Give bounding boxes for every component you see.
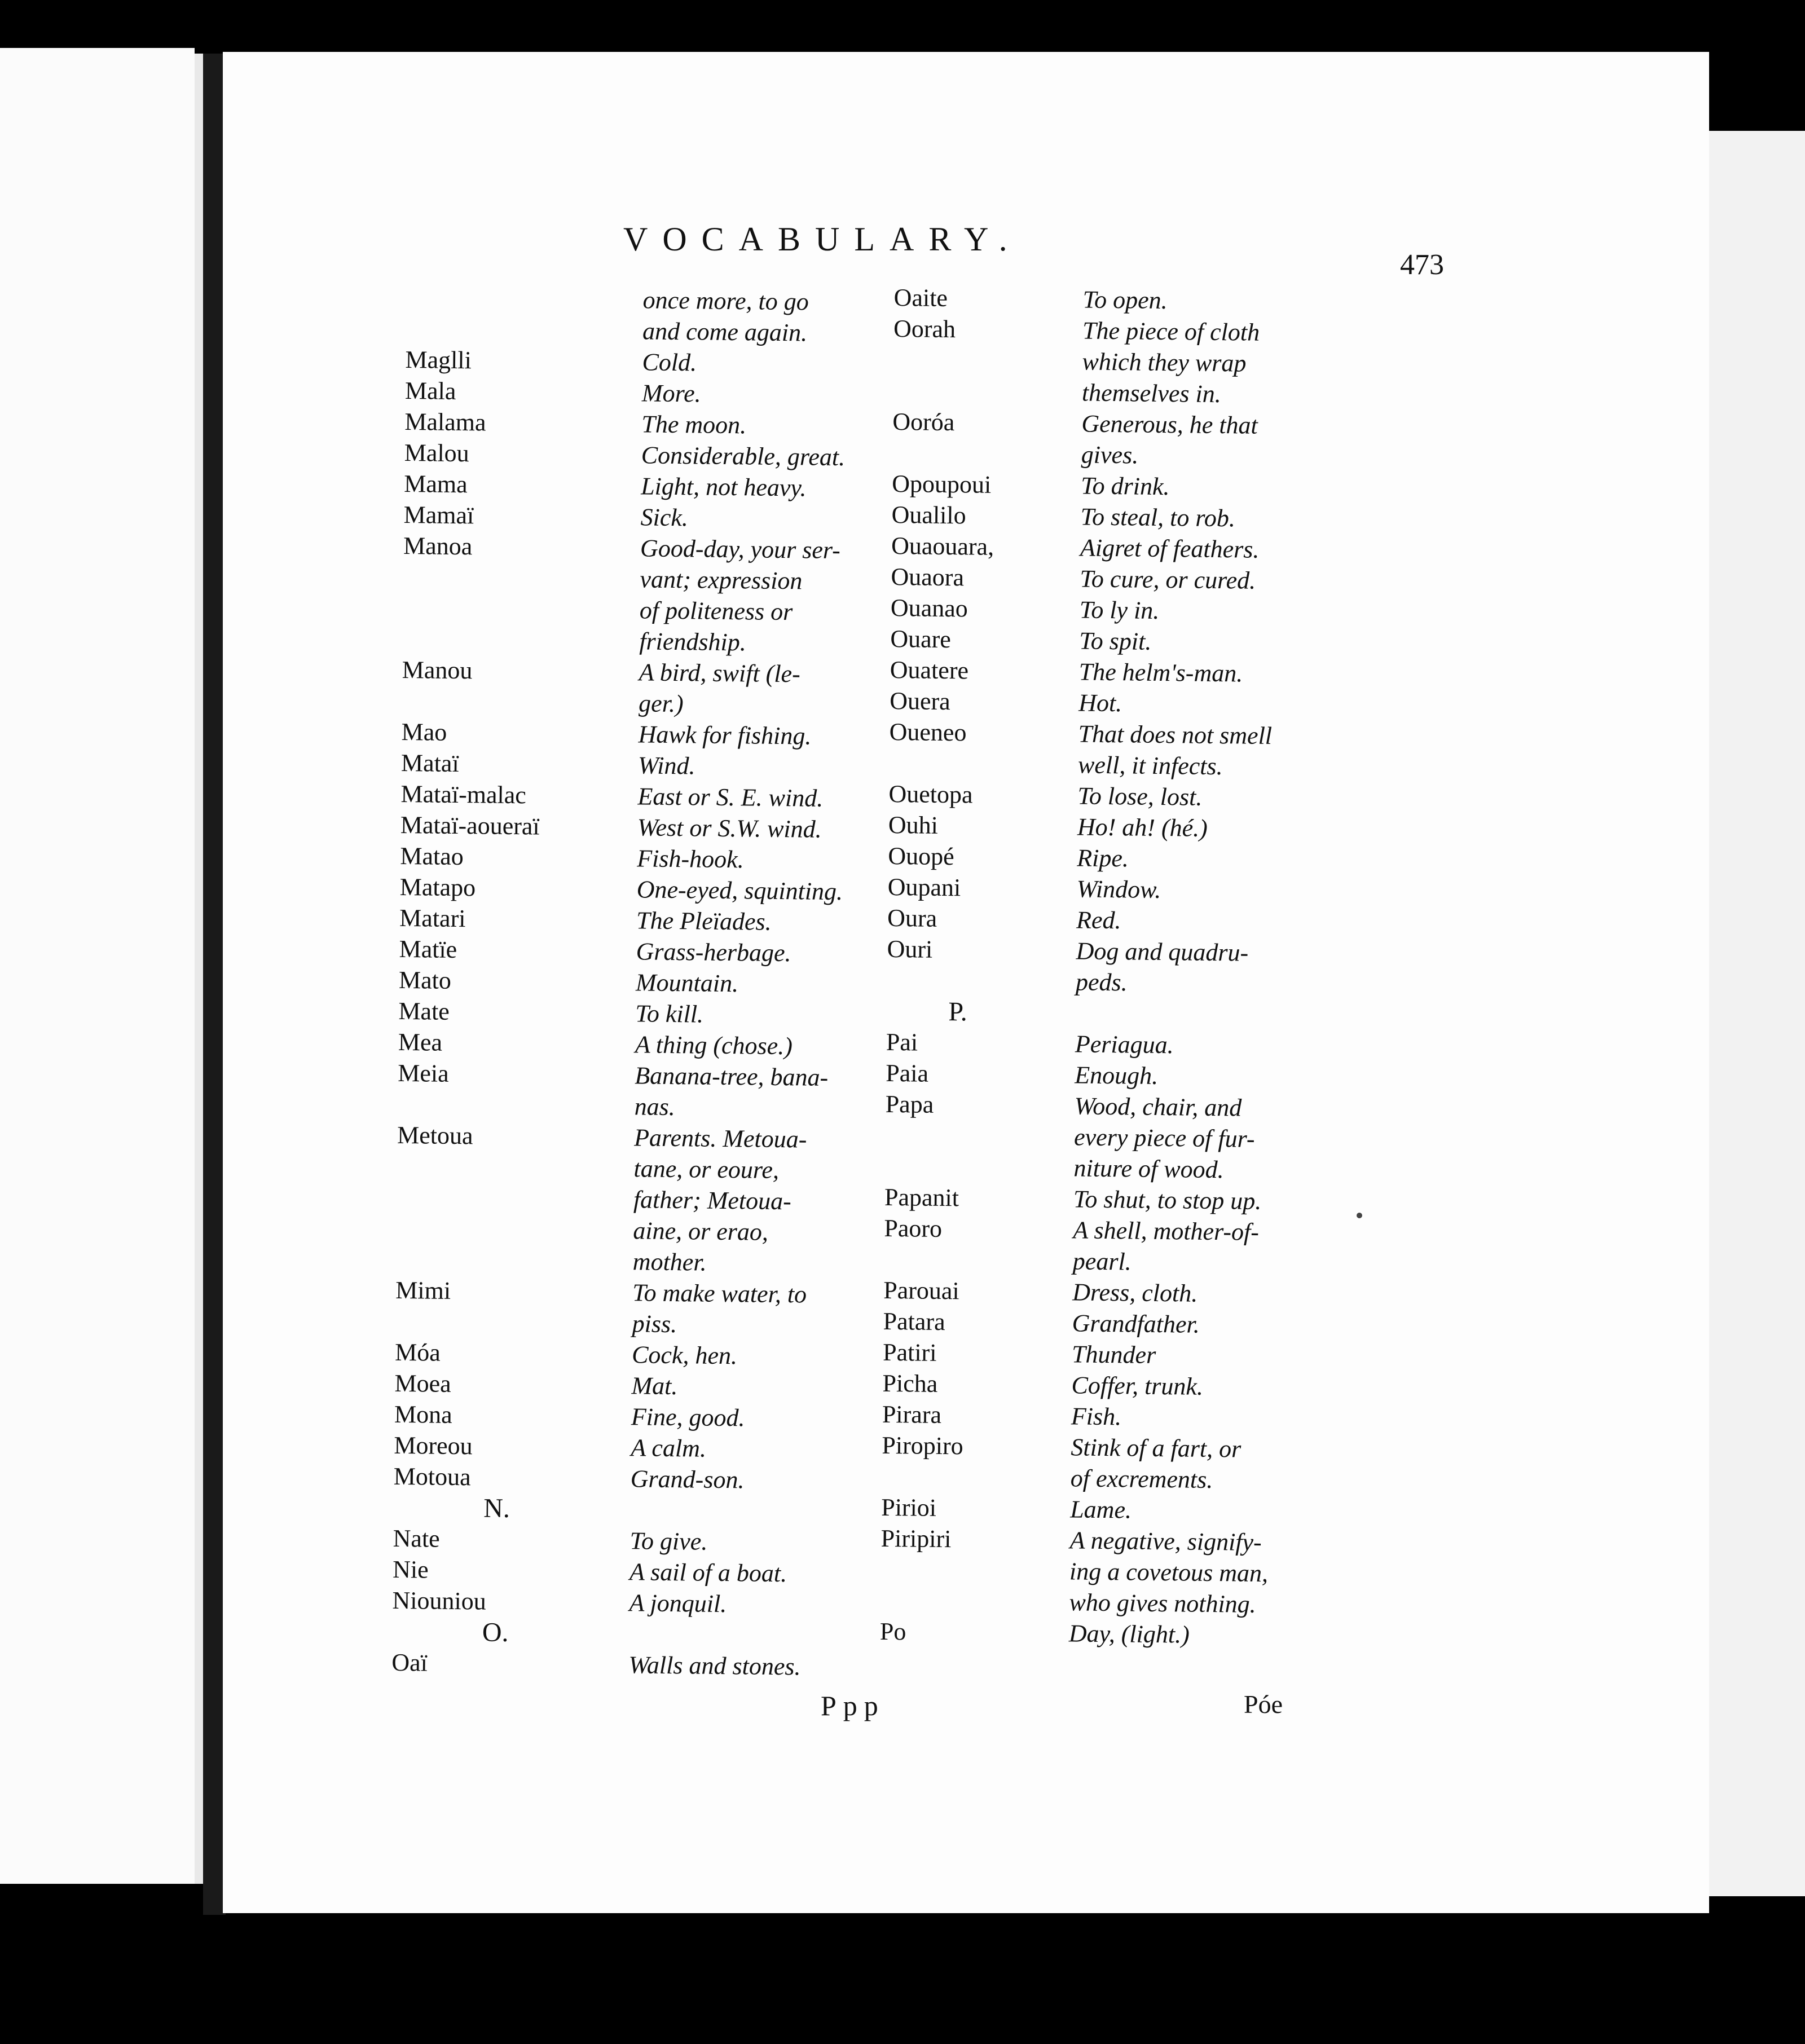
- gloss-line: Grass-herbage.: [636, 937, 791, 967]
- vocabulary-entry: [887, 933, 1643, 1003]
- headword: Oaï: [391, 1648, 428, 1677]
- headword: Matao: [400, 842, 464, 871]
- gloss-line: A bird, swift (le-: [639, 658, 801, 688]
- gloss-line: To open.: [1082, 285, 1168, 315]
- gloss-line: mother.: [632, 1248, 707, 1276]
- headword: Oualilo: [891, 500, 966, 530]
- gloss-line: Thunder: [1071, 1340, 1156, 1369]
- gloss-line: of politeness or: [639, 596, 793, 626]
- gloss-line: Ripe.: [1077, 844, 1129, 873]
- gloss: [1081, 408, 1649, 476]
- gloss-line: and come again.: [642, 317, 808, 347]
- gloss-line: To spit.: [1079, 627, 1152, 655]
- gloss: [1069, 1525, 1637, 1624]
- gloss-line: which they wrap: [1082, 347, 1247, 377]
- headword: Mimi: [395, 1276, 451, 1305]
- headword: Papa: [885, 1090, 934, 1118]
- headword: Oupani: [887, 873, 961, 902]
- headword: Matïe: [399, 935, 457, 964]
- headword: Matari: [399, 904, 466, 933]
- headword: Patara: [883, 1307, 945, 1336]
- headword: Mea: [398, 1028, 443, 1056]
- vocabulary-entry: [882, 1430, 1638, 1500]
- headword: Patiri: [882, 1338, 937, 1367]
- gloss-line: Wind.: [637, 751, 695, 780]
- gloss-line: To kill.: [635, 999, 704, 1028]
- headword: Ouera: [889, 686, 950, 716]
- gloss-line: aine, or erao,: [633, 1217, 769, 1246]
- gloss-line: Aigret of feathers.: [1080, 534, 1260, 563]
- gloss-line: Day, (light.): [1068, 1619, 1190, 1649]
- headword: Mama: [403, 469, 468, 499]
- gloss-line: Hot.: [1078, 689, 1122, 717]
- gloss-line: To give.: [629, 1527, 708, 1556]
- vocabulary-entry: [880, 1523, 1637, 1624]
- gutter-shadow: [203, 54, 226, 1915]
- gloss: [1076, 935, 1643, 1003]
- gloss-line: Dress, cloth.: [1072, 1278, 1198, 1307]
- gloss-line: The Pleïades.: [636, 906, 772, 936]
- gloss-line: Grandfather.: [1072, 1309, 1200, 1338]
- headword: Mato: [398, 966, 452, 994]
- gloss-line: who gives nothing.: [1069, 1588, 1256, 1618]
- gloss: [1082, 315, 1650, 415]
- headword: Malama: [404, 407, 486, 437]
- gloss-line: Periagua.: [1075, 1030, 1174, 1059]
- gloss-line: Wood, chair, and: [1074, 1092, 1242, 1122]
- gloss-line: Fish-hook.: [637, 844, 744, 874]
- headword: Niouniou: [392, 1586, 487, 1615]
- headword: Maglli: [405, 345, 472, 375]
- headword: Ouanao: [890, 593, 968, 623]
- section-letter: N.: [483, 1493, 510, 1524]
- gloss-line: Sick.: [640, 503, 689, 532]
- gloss-line: Coffer, trunk.: [1071, 1371, 1204, 1400]
- headword: Moreou: [394, 1431, 473, 1460]
- signature-mark: Ppp: [821, 1690, 885, 1721]
- gloss-line: A jonquil.: [629, 1589, 727, 1618]
- gloss-line: To drink.: [1080, 472, 1170, 501]
- gloss-line: To ly in.: [1079, 596, 1160, 624]
- gloss-line: One-eyed, squinting.: [636, 875, 843, 906]
- gloss: [1069, 1618, 1636, 1655]
- vocabulary-entry: [889, 716, 1645, 786]
- headword: Ouetopa: [888, 779, 973, 809]
- gloss-line: West or S.W. wind.: [637, 813, 822, 843]
- gloss-line: The helm's-man.: [1078, 658, 1243, 688]
- gloss-line: once more, to go: [642, 286, 809, 316]
- gloss-line: To steal, to rob.: [1080, 503, 1236, 532]
- headword: Meia: [398, 1059, 449, 1087]
- headword: Mataï: [400, 748, 459, 778]
- gloss: [1071, 1431, 1638, 1500]
- headword: Ouopé: [888, 842, 954, 871]
- gloss-line: Fish.: [1071, 1402, 1122, 1431]
- gloss-line: piss.: [632, 1310, 677, 1338]
- headword: Ouatere: [890, 655, 969, 685]
- headword: Moea: [394, 1369, 451, 1398]
- gloss-line: every piece of fur-: [1073, 1123, 1255, 1153]
- gloss-line: To lose, lost.: [1077, 782, 1203, 811]
- gloss-line: peds.: [1075, 968, 1128, 997]
- gloss-line: To shut, to stop up.: [1073, 1185, 1262, 1215]
- gloss-line: Stink of a fart, or: [1071, 1433, 1242, 1463]
- gloss-line: niture of wood.: [1073, 1154, 1224, 1184]
- gloss-line: Considerable, great.: [641, 441, 846, 472]
- gloss-line: To make water, to: [632, 1279, 807, 1309]
- vocabulary-entry: [884, 1213, 1640, 1283]
- headword: Malou: [404, 438, 469, 468]
- headword: Paoro: [884, 1214, 943, 1243]
- gloss-line: To cure, or cured.: [1080, 565, 1256, 594]
- gloss: [1073, 1090, 1641, 1190]
- gloss-line: A calm.: [631, 1434, 707, 1462]
- headword: Oura: [887, 904, 937, 932]
- gloss-line: Banana-tree, bana-: [635, 1061, 829, 1091]
- gloss-line: tane, or eoure,: [633, 1155, 780, 1184]
- gloss-line: The moon.: [641, 410, 747, 439]
- headword: Nie: [392, 1555, 429, 1584]
- gloss-line: Hawk for fishing.: [638, 720, 812, 750]
- gloss-line: ger.): [638, 689, 684, 718]
- headword: Oorah: [893, 314, 956, 343]
- headword: Ouhi: [888, 810, 939, 839]
- headword: Pirioi: [881, 1493, 937, 1522]
- headword: Ouaora: [891, 562, 965, 592]
- headword: Mao: [401, 717, 447, 746]
- gloss-line: East or S. E. wind.: [637, 782, 824, 812]
- gloss-line: Parents. Metoua-: [633, 1124, 807, 1153]
- gloss-line: pearl.: [1072, 1247, 1132, 1276]
- headword: Mona: [394, 1400, 452, 1429]
- gloss-line: themselves in.: [1081, 378, 1222, 408]
- catchword: Póe: [1244, 1690, 1283, 1719]
- headword: Mataï-aoueraï: [400, 810, 540, 840]
- headword: Mamaï: [403, 500, 474, 530]
- paper-speck: [1357, 1213, 1362, 1218]
- vocabulary-entry: [892, 406, 1649, 476]
- headword: Pirara: [882, 1400, 942, 1429]
- headword: Motoua: [393, 1462, 471, 1491]
- gloss-line: A negative, signify-: [1069, 1526, 1262, 1556]
- headword: Matapo: [399, 873, 476, 902]
- gloss-line: Mat.: [631, 1372, 678, 1400]
- headword: Ouaouara,: [891, 531, 994, 561]
- gloss-line: Window.: [1076, 875, 1161, 904]
- underlying-page-right: [1703, 131, 1805, 1896]
- gloss-line: nas.: [634, 1093, 676, 1121]
- gloss-line: father; Metoua-: [633, 1186, 792, 1215]
- headword: Mala: [404, 376, 456, 405]
- headword: Piropiro: [882, 1431, 963, 1460]
- gloss: [1073, 1214, 1640, 1283]
- headword: Ouare: [890, 624, 952, 654]
- headword: Oueneo: [889, 717, 967, 747]
- headword: Parouai: [883, 1276, 959, 1305]
- gloss-line: Walls and stones.: [628, 1651, 801, 1681]
- gloss-line: Generous, he that: [1081, 409, 1258, 439]
- gloss-line: A thing (chose.): [635, 1030, 793, 1060]
- headword: Nate: [393, 1524, 440, 1553]
- gloss-line: friendship.: [639, 627, 747, 657]
- headword: Pai: [886, 1028, 918, 1056]
- headword: Opoupoui: [891, 469, 992, 499]
- headword: Mataï-malac: [400, 779, 527, 809]
- gloss-line: Light, not heavy.: [640, 472, 807, 502]
- gloss: [1078, 718, 1645, 786]
- gloss-line: Ho! ah! (hé.): [1077, 813, 1208, 842]
- vocabulary-column-right: [879, 282, 1650, 1734]
- section-letter: O.: [482, 1617, 509, 1648]
- headword: Mate: [398, 997, 450, 1025]
- running-head: VOCABULARY.: [623, 221, 1022, 258]
- headword: Paia: [886, 1059, 929, 1087]
- headword: Metoua: [397, 1121, 473, 1150]
- headword: Ouri: [887, 935, 933, 963]
- gloss-line: gives.: [1081, 440, 1139, 469]
- gloss-line: Cold.: [642, 348, 697, 377]
- headword: Manoa: [403, 531, 473, 561]
- gloss-line: A sail of a boat.: [629, 1558, 787, 1588]
- headword: Po: [879, 1617, 906, 1646]
- gloss-line: More.: [641, 379, 701, 408]
- gloss-line: Grand-son.: [630, 1465, 745, 1494]
- headword: Piripiri: [881, 1524, 952, 1553]
- gloss-line: ing a covetous man,: [1069, 1557, 1269, 1588]
- gloss-line: Fine, good.: [631, 1403, 745, 1432]
- section-letter: P.: [948, 997, 968, 1027]
- gloss-line: vant; expression: [640, 565, 803, 595]
- vocabulary-entry: [893, 313, 1650, 414]
- gloss-line: Lame.: [1069, 1495, 1132, 1524]
- gloss-line: Good-day, your ser-: [640, 534, 841, 565]
- headword: Móa: [394, 1338, 441, 1367]
- gloss-line: well, it infects.: [1077, 751, 1223, 781]
- gloss-line: of excrements.: [1070, 1464, 1213, 1494]
- headword: Papanit: [884, 1183, 959, 1212]
- gloss-line: Mountain.: [635, 968, 739, 998]
- gloss-line: Cock, hen.: [631, 1341, 738, 1370]
- headword: Ooróa: [892, 407, 955, 437]
- gloss-line: Red.: [1076, 906, 1121, 935]
- gloss-line: That does not smell: [1078, 720, 1273, 750]
- headword: [406, 282, 643, 346]
- gloss-line: A shell, mother-of-: [1073, 1216, 1260, 1246]
- facing-page-left: [0, 48, 195, 1884]
- gloss-line: Enough.: [1075, 1061, 1159, 1090]
- gloss-line: Dog and quadru-: [1076, 937, 1249, 967]
- vocabulary-entry: [884, 1089, 1641, 1190]
- headword: Picha: [882, 1369, 938, 1398]
- headword: Manou: [402, 655, 473, 685]
- gloss-line: The piece of cloth: [1082, 316, 1260, 346]
- headword: Oaite: [893, 283, 948, 312]
- page-number: 473: [1400, 249, 1444, 281]
